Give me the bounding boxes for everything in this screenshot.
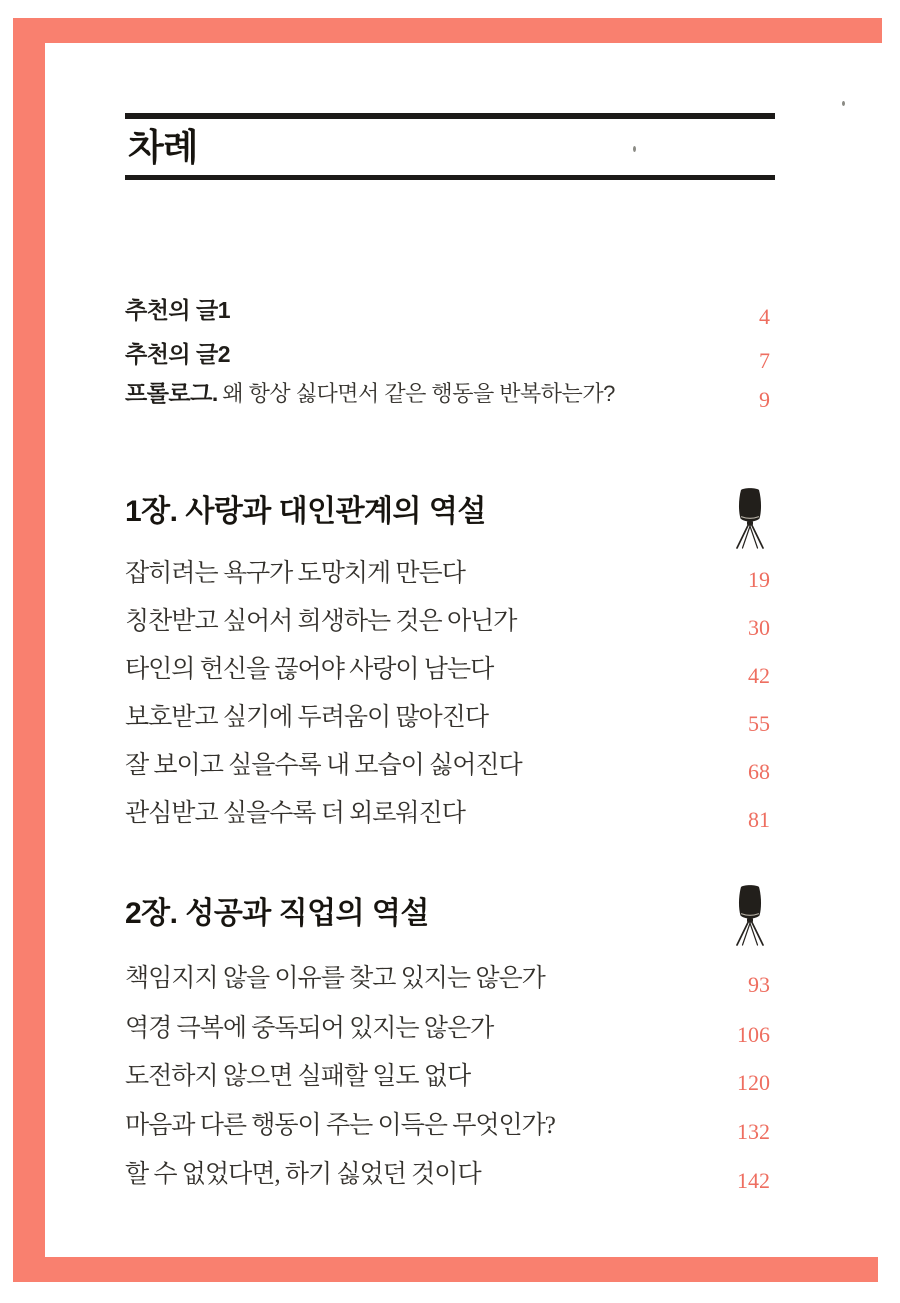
toc-page-number: 132 [737,1119,770,1144]
eames-chair-icon [732,884,768,946]
toc-entry-row [125,336,770,373]
toc-entry-label: 역경 극복에 중독되어 있지는 않은가 [125,1015,494,1042]
toc-entry-label [125,375,615,408]
toc-entry-row [125,793,770,832]
toc-page-number: 142 [737,1168,770,1193]
toc-entry-row [125,1008,770,1047]
toc-entry-label: 잘 보이고 싶을수록 내 모습이 싫어진다 [125,752,522,779]
toc-entry-row [125,553,770,592]
toc-entry-label: 보호받고 싶기에 두려움이 많아진다 [125,704,489,731]
frame-border-left [13,18,45,1282]
toc-entry-row [125,1056,770,1095]
toc-entry-row [125,292,770,329]
toc-title-block [125,113,775,180]
toc-entry-row [125,601,770,640]
toc-entry-row [125,958,770,997]
toc-entry-row [125,697,770,736]
toc-page-number: 93 [748,972,770,997]
toc-entry-label: 칭찬받고 싶어서 희생하는 것은 아닌가 [125,608,517,635]
toc-page-number: 106 [737,1022,770,1047]
eames-chair-icon [732,487,768,549]
toc-entry-label: 마음과 다른 행동이 주는 이득은 무엇인가? [125,1112,555,1139]
toc-entry-row [125,375,770,412]
toc-entry-label: 잡히려는 욕구가 도망치게 만든다 [125,560,465,587]
toc-entry-row [125,745,770,784]
toc-entry-label: 도전하지 않으면 실패할 일도 없다 [125,1063,471,1090]
toc-entry-label: 할 수 없었다면, 하기 싫었던 것이다 [125,1161,481,1188]
toc-entry-label: 관심받고 싶을수록 더 외로워진다 [125,800,465,827]
toc-page-number: 120 [737,1070,770,1095]
toc-page-number: 81 [748,807,770,832]
toc-entry-label: 책임지지 않을 이유를 찾고 있지는 않은가 [125,965,545,992]
toc-page-number: 9 [759,387,770,412]
title-rule-bottom [125,175,775,180]
frame-border-bottom [13,1257,878,1282]
scan-speck [842,101,845,106]
toc-page-number: 7 [759,348,770,373]
toc-page-number: 68 [748,759,770,784]
toc-entry-row [125,1154,770,1193]
frame-border-top [13,18,882,43]
toc-page-number: 55 [748,711,770,736]
toc-entry-row [125,649,770,688]
toc-entry-row [125,1105,770,1144]
chapter-heading: 1장. 사랑과 대인관계의 역설 [125,495,486,528]
toc-page-number: 30 [748,615,770,640]
toc-page-number: 42 [748,663,770,688]
toc-page-number: 19 [748,567,770,592]
chapter-heading: 2장. 성공과 직업의 역설 [125,897,429,930]
toc-entry-label: 타인의 헌신을 끊어야 사랑이 남는다 [125,656,494,683]
prologue-subtitle: 왜 항상 싫다면서 같은 행동을 반복하는가? [222,381,615,406]
toc-page-number: 4 [759,304,770,329]
toc-entry-label: 추천의 글1 [125,297,231,323]
toc-entry-label: 추천의 글2 [125,341,231,367]
page-title: 차례 [128,127,198,168]
prologue-label: 프롤로그. [125,380,218,406]
